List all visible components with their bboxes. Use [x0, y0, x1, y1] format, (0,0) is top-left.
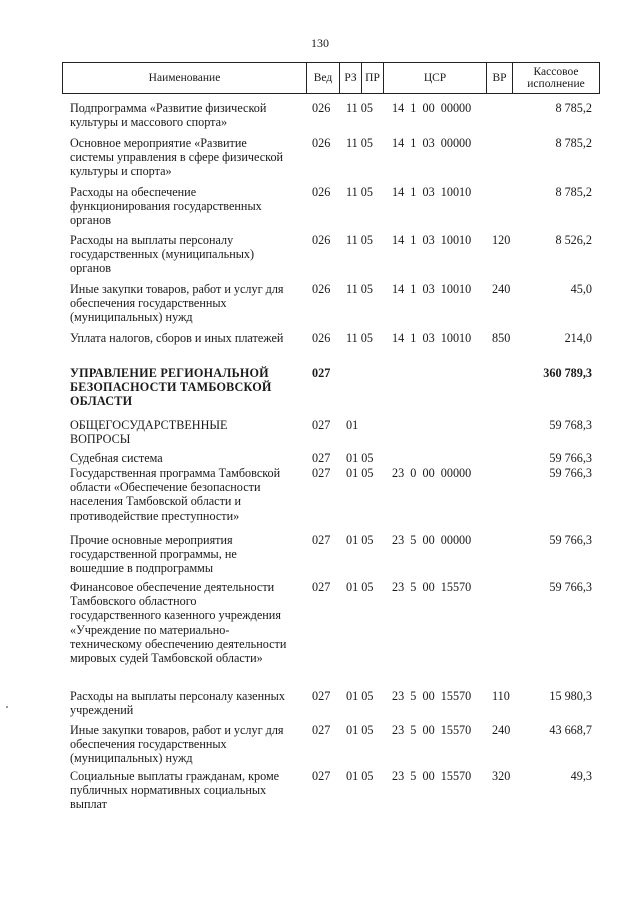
row-amount: 43 668,7 — [549, 723, 592, 737]
row-rz: 01 05 — [346, 723, 374, 737]
row-csr: 14 1 03 00000 — [392, 136, 472, 150]
row-rz: 11 05 — [346, 101, 373, 115]
row-name: Подпрограмма «Развитие физической культуры и массового спорта» — [70, 101, 267, 130]
header-name: Наименование — [148, 72, 221, 84]
row-amount: 8 785,2 — [555, 136, 592, 150]
row-rz: 01 05 — [346, 451, 374, 465]
row-csr: 14 1 00 00000 — [392, 101, 472, 115]
row-name: Социальные выплаты гражданам, кроме публичных нормативных социальных выплат — [70, 769, 280, 812]
row-amount: 59 768,3 — [549, 418, 592, 432]
row-ved: 027 — [312, 769, 331, 783]
header-rz: РЗ — [344, 72, 357, 84]
row-rz: 01 05 — [346, 689, 374, 703]
row-ved: 027 — [312, 533, 331, 547]
row-rz: 01 05 — [346, 580, 374, 594]
row-csr: 14 1 03 10010 — [392, 282, 472, 296]
row-ved: 026 — [312, 233, 331, 247]
row-ved: 027 — [312, 723, 331, 737]
header-pr: ПР — [365, 72, 380, 84]
row-csr: 14 1 03 10010 — [392, 331, 472, 345]
table-header — [62, 62, 600, 94]
row-ved: 026 — [312, 282, 331, 296]
row-name: Расходы на обеспечение функционирования государственных органов — [70, 185, 262, 228]
row-name: Уплата налогов, сборов и иных платежей — [70, 331, 284, 345]
row-name: Расходы на выплаты персоналу государственных (муниципальных) органов — [70, 233, 255, 276]
row-name: Прочие основные мероприятия государственной программы, не вошедшие в подпрограммы — [70, 533, 237, 576]
row-amount: 59 766,3 — [549, 533, 592, 547]
row-csr: 14 1 03 10010 — [392, 233, 472, 247]
row-ved: 026 — [312, 331, 331, 345]
row-vr: 320 — [492, 769, 511, 783]
row-ved: 027 — [312, 418, 331, 432]
row-csr: 23 0 00 00000 — [392, 466, 472, 480]
row-ved: 026 — [312, 136, 331, 150]
row-ved: 026 — [312, 101, 331, 115]
row-amount: 8 526,2 — [555, 233, 592, 247]
row-amount: 59 766,3 — [549, 580, 592, 594]
row-rz: 01 — [346, 418, 359, 432]
row-vr: 120 — [492, 233, 511, 247]
row-amount: 15 980,3 — [549, 689, 592, 703]
row-csr: 23 5 00 15570 — [392, 769, 472, 783]
row-name: Государственная программа Тамбовской области «Обеспечение безопасности населения Тамбовской области и противодействие преступности» — [70, 466, 281, 523]
row-rz: 11 05 — [346, 136, 373, 150]
row-amount: 8 785,2 — [555, 185, 592, 199]
row-name: Расходы на выплаты персоналу казенных учреждений — [70, 689, 285, 718]
row-name: Иные закупки товаров, работ и услуг для обеспечения государственных (муниципальных) нужд — [70, 723, 284, 766]
row-csr: 23 5 00 15570 — [392, 723, 472, 737]
row-rz: 11 05 — [346, 185, 373, 199]
header-amount: Кассовое исполнение — [527, 66, 585, 90]
row-amount: 360 789,3 — [543, 366, 592, 380]
row-ved: 027 — [312, 366, 331, 380]
row-csr: 14 1 03 10010 — [392, 185, 472, 199]
row-vr: 110 — [492, 689, 510, 703]
header-ved: Вед — [313, 72, 333, 84]
row-csr: 23 5 00 00000 — [392, 533, 472, 547]
header-csr: ЦСР — [423, 72, 447, 84]
page-number: 130 — [311, 36, 329, 50]
row-rz: 01 05 — [346, 769, 374, 783]
row-amount: 214,0 — [564, 331, 592, 345]
row-amount: 59 766,3 — [549, 451, 592, 465]
row-amount: 59 766,3 — [549, 466, 592, 480]
row-vr: 240 — [492, 282, 511, 296]
row-csr: 23 5 00 15570 — [392, 580, 472, 594]
row-vr: 240 — [492, 723, 511, 737]
row-ved: 027 — [312, 580, 331, 594]
row-ved: 027 — [312, 689, 331, 703]
row-csr: 23 5 00 15570 — [392, 689, 472, 703]
row-rz: 01 05 — [346, 466, 374, 480]
row-rz: 11 05 — [346, 282, 373, 296]
row-ved: 026 — [312, 185, 331, 199]
row-vr: 850 — [492, 331, 511, 345]
header-vr: ВР — [492, 72, 507, 84]
row-rz: 11 05 — [346, 233, 373, 247]
row-amount: 8 785,2 — [555, 101, 592, 115]
row-name: Иные закупки товаров, работ и услуг для обеспечения государственных (муниципальных) нужд — [70, 282, 284, 325]
row-name: Судебная система — [70, 451, 163, 465]
row-name: УПРАВЛЕНИЕ РЕГИОНАЛЬНОЙ БЕЗОПАСНОСТИ ТАМБОВСКОЙ ОБЛАСТИ — [70, 366, 272, 409]
row-name: Основное мероприятие «Развитие системы управления в сфере физической культуры и спорта» — [70, 136, 284, 179]
row-name: Финансовое обеспечение деятельности Тамбовского областного государственного казенного учреждения «Учреждение по материально-техническому обеспечению деятельности мировых судей Тамбовской области» — [70, 580, 287, 666]
row-name: ОБЩЕГОСУДАРСТВЕННЫЕ ВОПРОСЫ — [70, 418, 228, 447]
row-rz: 11 05 — [346, 331, 373, 345]
row-rz: 01 05 — [346, 533, 374, 547]
row-amount: 45,0 — [570, 282, 592, 296]
row-amount: 49,3 — [570, 769, 592, 783]
row-ved: 027 — [312, 466, 331, 480]
row-ved: 027 — [312, 451, 331, 465]
scan-speck — [6, 706, 8, 708]
